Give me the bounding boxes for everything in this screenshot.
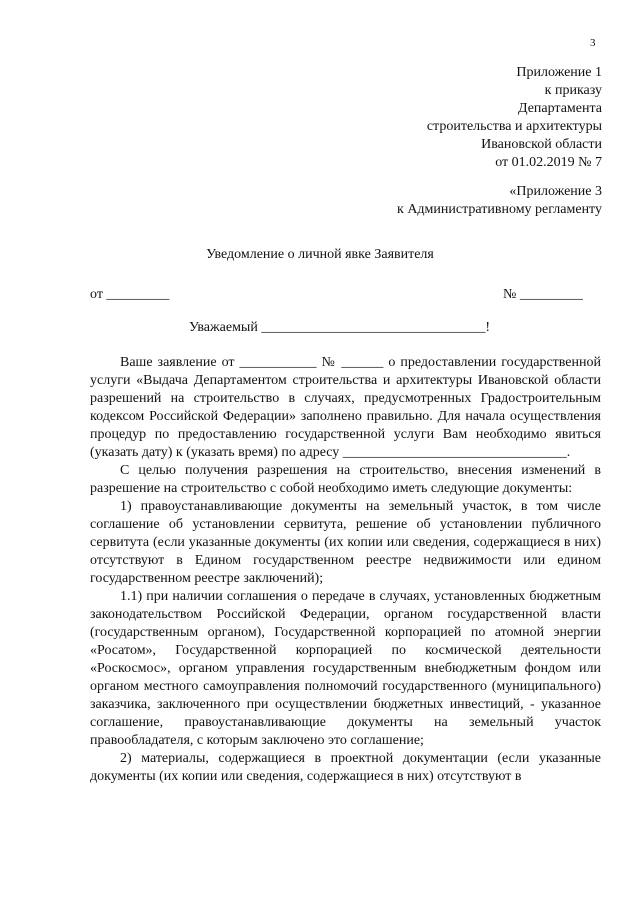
appendix-1-line: от 01.02.2019 № 7 — [495, 155, 602, 170]
appendix-1-line: Ивановской области — [481, 137, 602, 152]
appendix-1-line: Департамента — [517, 101, 602, 116]
appendix-1-line: к приказу — [544, 83, 602, 98]
page-number: 3 — [590, 37, 596, 49]
paragraph: С целью получения разрешения на строительство, внесения изменений в разрешение на строительство с собой необходимо иметь следующие документы: — [90, 463, 601, 496]
appendix-1-line: строительства и архитектуры — [426, 119, 602, 134]
appendix-3-line: к Административному регламенту — [397, 202, 602, 217]
appendix-3-line: «Приложение 3 — [509, 184, 602, 199]
document-title: Уведомление о личной явке Заявителя — [206, 247, 434, 262]
paragraph: 2) материалы, содержащиеся в проектной документации (если указанные документы (их копии или сведения, содержащиеся в них) отсутствуют в — [90, 751, 601, 784]
paragraph: 1) правоустанавливающие документы на земельный участок, в том числе соглашение об установлении сервитута, решение об установлении публичного сервитута (если указанные документы (их копии или сведения, содержащиеся в них) отсутствуют в Едином государственном реестре недвижимости или едином государственном реестре заключений); — [90, 499, 601, 586]
paragraph: Ваше заявление от ___________ № ______ о предоставлении государственной услуги «Выдача Департаментом строительства и архитектуры Ивановской области разрешений на строительство в случаях, предусмотренных Градостроительным кодексом Российской Федерации» заполнено правильно. Для начала осуществления процедур по предоставлению государственной услуги Вам необходимо явиться (указать дату) к (указать время) по адресу ________________________________. — [90, 355, 601, 460]
appendix-1-line: Приложение 1 — [516, 65, 602, 80]
appendix-3-block — [397, 183, 602, 219]
appendix-1-block — [427, 64, 602, 172]
from-date-line: от _________ — [90, 287, 170, 302]
number-line: № _________ — [503, 287, 583, 302]
paragraph: 1.1) при наличии соглашения о передаче в случаях, установленных бюджетным законодательством Российской Федерации, органом государственной власти (государственным органом), Государственной корпорацией по атомной энергии «Росатом», Государственной корпорацией по космической деятельности «Роскосмос», органом управления государственным внебюджетным фондом или органом местного самоуправления полномочий государственного (муниципального) заказчика, заключенного при осуществлении бюджетных инвестиций, - указанное соглашение, правоустанавливающие документы на земельный участок правообладателя, с которым заключено это соглашение; — [90, 589, 601, 748]
greeting-line: Уважаемый ________________________________! — [189, 320, 490, 335]
body-text — [90, 354, 601, 786]
